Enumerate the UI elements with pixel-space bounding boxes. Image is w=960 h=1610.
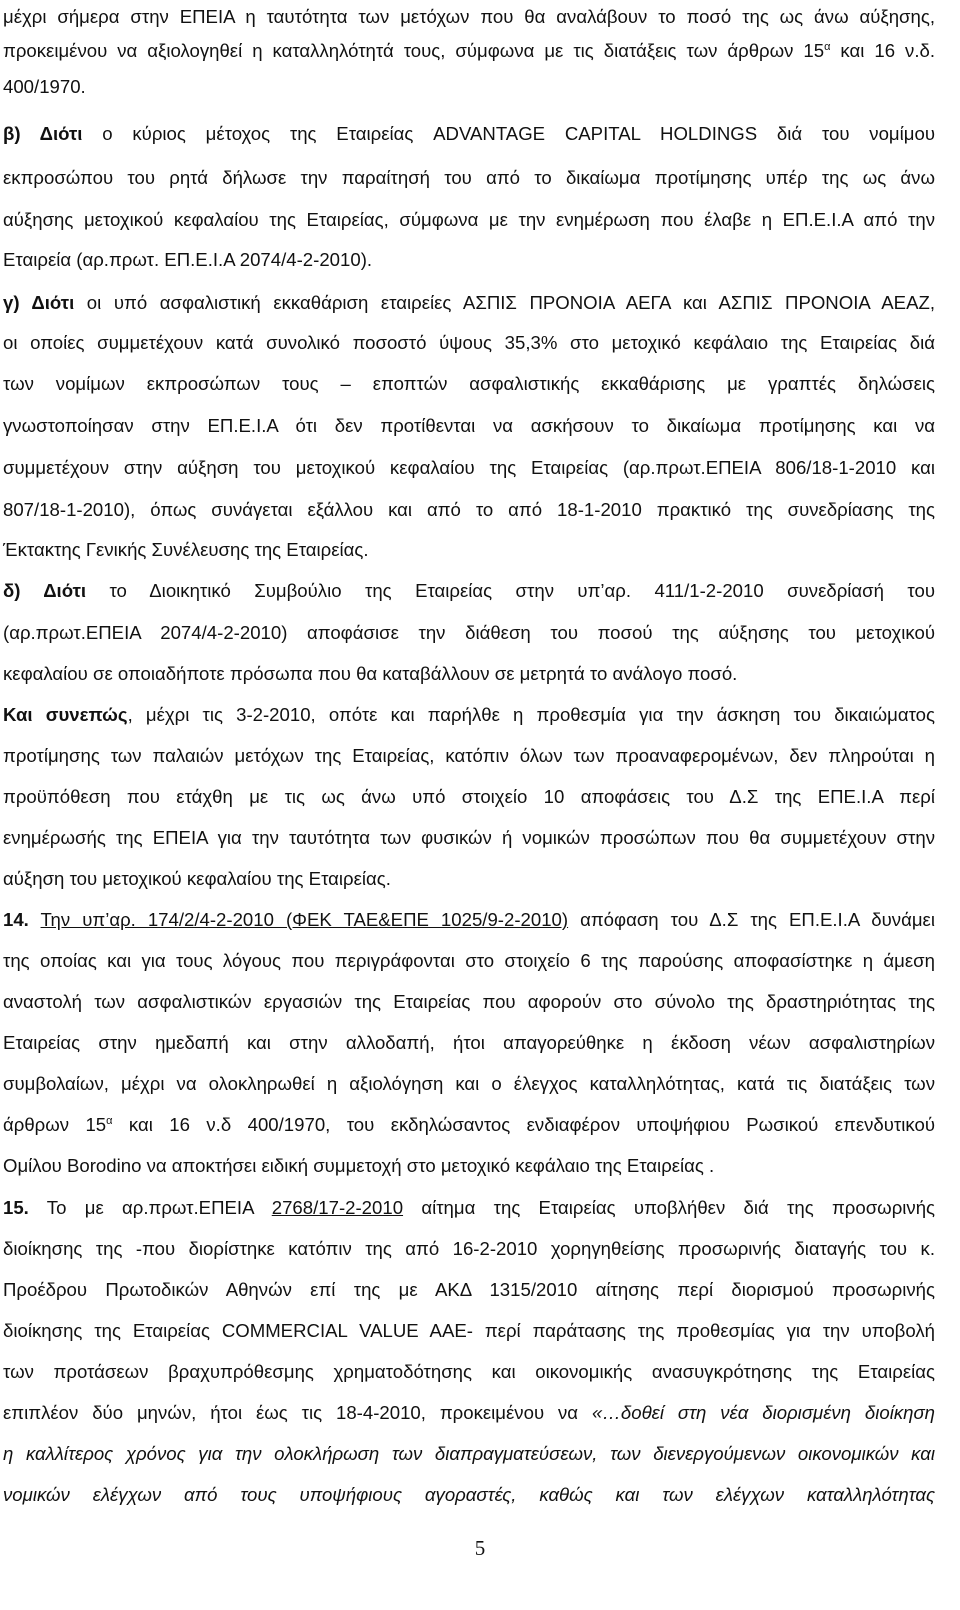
emphasis-heading: β) Διότι [3,123,83,144]
page-number: 5 [474,1536,486,1560]
text-line: 15. Το με αρ.πρωτ.ΕΠΕΙΑ 2768/17-2-2010 αίτημα της Εταιρείας υποβλήθεν διά της προσωρινής [3,1197,935,1218]
emphasis-heading: γ) Διότι [3,292,75,313]
text-line: προϋπόθεση που ετάχθη με τις ως άνω υπό στοιχείο 10 αποφάσεις του Δ.Σ της ΕΠΕ.Ι.Α περί [3,786,935,807]
text-line: Και συνεπώς, μέχρι τις 3-2-2010, οπότε και παρήλθε η προθεσμία για την άσκηση του δικαιώματος [3,704,935,725]
text-line: Εταιρεία (αρ.πρωτ. ΕΠ.Ε.Ι.Α 2074/4-2-2010). [3,249,373,270]
quoted-text: «…δοθεί στη νέα διορισμένη διοίκηση [591,1402,935,1423]
text-line: διοίκησης της Εταιρείας COMMERCIAL VALUE AAE- περί παράτασης της προθεσμίας για την υποβολή [3,1320,935,1341]
text-line: δ) Διότι το Διοικητικό Συμβούλιο της Εταιρείας στην υπ’αρ. 411/1-2-2010 συνεδρίασή του [3,580,935,601]
text-line: Ομίλου Borodino να αποκτήσει ειδική συμμετοχή στο μετοχικό κεφάλαιο της Εταιρείας . [3,1155,715,1176]
text-line: διοίκησης της -που διορίστηκε κατόπιν της από 16-2-2010 χορηγηθείσης προσωρινής διαταγής του κ. [3,1238,935,1259]
text-line: μέχρι σήμερα στην ΕΠΕΙΑ η ταυτότητα των μετόχων που θα αναλάβουν το ποσό της ως άνω αύξησης, [3,6,935,27]
text-line: 807/18-1-2010), όπως συνάγεται εξάλλου και από το από 18-1-2010 πρακτικό της συνεδρίασης της [3,499,935,520]
emphasis-heading: δ) Διότι [3,580,87,601]
text-line: η καλλίτερος χρόνος για την ολοκλήρωση των διαπραγματεύσεων, των διενεργούμενων οικονομικών και [3,1443,935,1464]
text-line: προτίμησης των παλαιών μετόχων της Εταιρείας, κατόπιν όλων των προαναφερομένων, δεν πληρούται η [3,745,935,766]
text-line: των προτάσεων βραχυπρόθεσμης χρηματοδότησης και οικονομικής ανασυγκρότησης της Εταιρείας [3,1361,935,1382]
superscript: α [824,41,831,53]
text-line: 400/1970. [3,76,86,97]
text-line: οι οποίες συμμετέχουν κατά συνολικό ποσοστό ύψους 35,3% στο μετοχικό κεφάλαιο της Εταιρείας διά [3,332,935,353]
text-line: 14. Την υπ’αρ. 174/2/4-2-2010 (ΦΕΚ ΤΑΕ&ΕΠΕ 1025/9-2-2010) απόφαση του Δ.Σ της ΕΠ.Ε.Ι.Α δυνάμει [3,909,935,930]
item-number: 14. [3,909,29,930]
text-line: αύξηση του μετοχικού κεφαλαίου της Εταιρείας. [3,868,391,889]
text-line: Έκτακτης Γενικής Συνέλευσης της Εταιρείας. [3,539,369,560]
text-line: ενημέρωσής της ΕΠΕΙΑ για την ταυτότητα των φυσικών ή νομικών προσώπων που θα συμμετέχουν στην [3,827,935,848]
text-line: (αρ.πρωτ.ΕΠΕΙΑ 2074/4-2-2010) αποφάσισε την διάθεση του ποσού της αύξησης του μετοχικού [3,622,935,643]
text-line: συμμετέχουν στην αύξηση του μετοχικού κεφαλαίου της Εταιρείας (αρ.πρωτ.ΕΠΕΙΑ 806/18-1-2010 και [3,457,935,478]
decision-reference: Την υπ’αρ. 174/2/4-2-2010 (ΦΕΚ ΤΑΕ&ΕΠΕ 1025/9-2-2010) [40,909,569,930]
text-line: Εταιρείας στην ημεδαπή και στην αλλοδαπή, ήτοι απαγορεύθηκε η έκδοση νέων ασφαλιστηρίων [3,1032,935,1053]
text-line: κεφαλαίου σε οποιαδήποτε πρόσωπα που θα καταβάλλουν σε μετρητά το ανάλογο ποσό. [3,663,738,684]
text-line: επιπλέον δύο μηνών, ήτοι έως τις 18-4-2010, προκειμένου να «…δοθεί στη νέα διορισμένη διοίκηση [3,1402,935,1423]
superscript: α [106,1115,113,1127]
text-line: της οποίας και για τους λόγους που περιγράφονται στο στοιχείο 6 της παρούσης αποφασίστηκε η άμεση [3,950,935,971]
item-number: 15. [3,1197,29,1218]
text-line: γ) Διότι οι υπό ασφαλιστική εκκαθάριση εταιρείες ΑΣΠΙΣ ΠΡΟΝΟΙΑ ΑΕΓΑ και ΑΣΠΙΣ ΠΡΟΝΟΙΑ ΑΕΑΖ, [3,292,935,313]
text-line: νομικών ελέγχων από τους υποψήφιους αγοραστές, καθώς και των ελέγχων καταλληλότητας [3,1484,935,1505]
text-line: γνωστοποίησαν στην ΕΠ.Ε.Ι.Α ότι δεν προτίθενται να ασκήσουν το δικαίωμα προτίμησης και να [3,415,935,436]
text-line: προκειμένου να αξιολογηθεί η καταλληλότητά τους, σύμφωνα με τις διατάξεις των άρθρων $15^\alpha$ και 16 ν.δ. [3,40,935,61]
text-line: άρθρων $15^\alpha$ και 16 ν.δ 400/1970, του εκδηλώσαντος ενδιαφέρον υποψήφιου Ρωσικού επενδυτικού [3,1114,935,1135]
text-line: β) Διότι ο κύριος μέτοχος της Εταιρείας ADVANTAGE CAPITAL HOLDINGS διά του νομίμου [3,123,936,144]
text-line: των νομίμων εκπροσώπων τους – εποπτών ασφαλιστικής εκκαθάρισης με γραπτές δηλώσεις [3,373,935,394]
emphasis-heading: Και συνεπώς [3,704,128,725]
text-line: εκπροσώπου του ρητά δήλωσε την παραίτησή του από το δικαίωμα προτίμησης υπέρ της ως άνω [3,167,935,188]
text-line: αναστολή των ασφαλιστικών εργασιών της Εταιρείας που αφορούν στο σύνολο της δραστηριότητας της [3,991,935,1012]
text-line: αύξησης μετοχικού κεφαλαίου της Εταιρείας, σύμφωνα με την ενημέρωση που έλαβε η ΕΠ.Ε.Ι.Α από την [3,209,935,230]
text-line: συμβολαίων, μέχρι να ολοκληρωθεί η αξιολόγηση και ο έλεγχος καταλληλότητας, κατά τις διατάξεις των [3,1073,935,1094]
text-line: Προέδρου Πρωτοδικών Αθηνών επί της με ΑΚΔ 1315/2010 αίτησης περί διορισμού προσωρινής [3,1279,935,1300]
request-reference: 2768/17-2-2010 [271,1197,404,1218]
